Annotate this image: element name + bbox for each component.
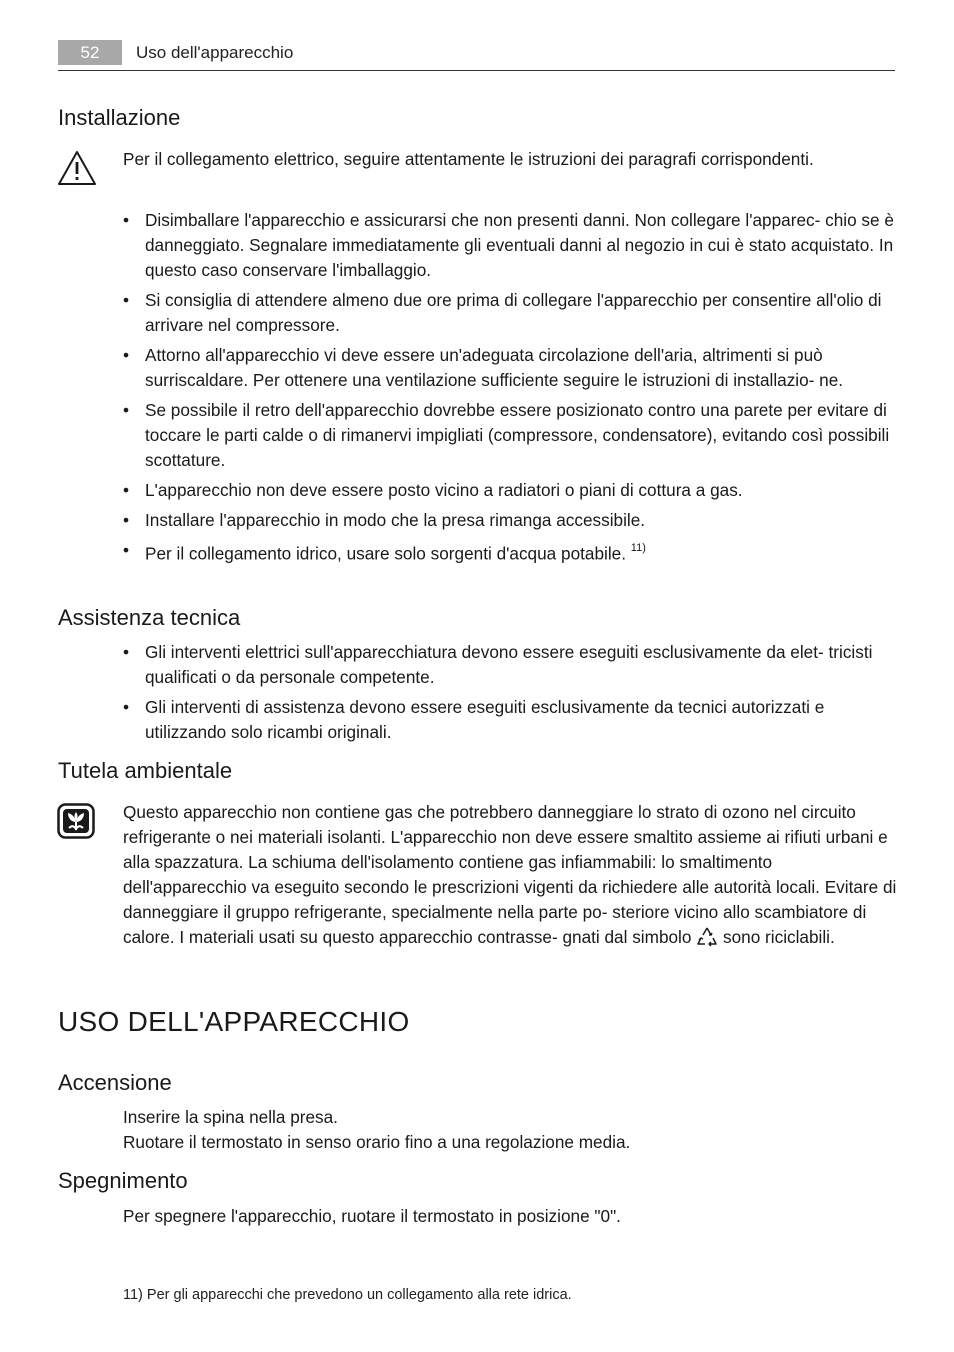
spegnimento-heading: Spegnimento bbox=[58, 1168, 188, 1193]
list-item: • Gli interventi di assistenza devono essere eseguiti esclusivamente da tecnici autorizzati e utilizzando solo ricambi originali. bbox=[123, 697, 825, 742]
installazione-heading: Installazione bbox=[58, 105, 181, 130]
spegnimento-text: Per spegnere l'apparecchio, ruotare il termostato in posizione "0". bbox=[123, 1206, 621, 1226]
list-item: • Per il collegamento idrico, usare solo sorgenti d'acqua potabile. $^{11)}$ bbox=[123, 540, 646, 564]
warning-text: Per il collegamento elettrico, seguire attentamente le istruzioni dei paragrafi corrispondenti. bbox=[123, 149, 814, 169]
assistenza-list bbox=[123, 640, 898, 750]
list-item: • Gli interventi elettrici sull'apparecchiatura devono essere eseguiti esclusivamente da elet- tricisti qualificati o da personale competente. bbox=[123, 642, 873, 687]
footnote: 11) Per gli apparecchi che prevedono un collegamento alla rete idrica. bbox=[123, 1287, 572, 1303]
list-item: • Installare l'apparecchio in modo che la presa rimanga accessibile. bbox=[123, 510, 646, 530]
tutela-heading: Tutela ambientale bbox=[58, 758, 233, 783]
tutela-text: Questo apparecchio non contiene gas che potrebbero danneggiare lo strato di ozono nel circuito refrigerante o nei materiali isolanti. L'apparecchio non deve essere smaltito assieme ai rifiuti urbani e alla spazzatura. La schiuma dell'isolamento contiene gas infiammabili: lo smaltimento dell'apparecchio va eseguito secondo le prescrizioni vigenti da richiedere alle autorità locali. Evitare di danneggiare il gruppo refrigerante, specialmente nella parte po- steriore vicino allo scambiatore di calore. I materiali usati su questo apparecchio contrasse- gnati dal simbolo sono riciclabili. bbox=[123, 802, 897, 947]
warning-triangle-icon bbox=[57, 150, 97, 186]
recycle-icon bbox=[696, 926, 718, 948]
accensione-line-2: Ruotare il termostato in senso orario fino a una regolazione media. bbox=[123, 1132, 631, 1152]
page-header bbox=[58, 40, 895, 71]
installazione-list bbox=[123, 208, 898, 572]
running-title: Uso dell'apparecchio bbox=[136, 43, 294, 62]
list-item: • Se possibile il retro dell'apparecchio dovrebbe essere posizionato contro una parete per evitare di toccare le parti calde o di rimanervi impigliati (compressore, condensatore), evitando così possibili scottature. bbox=[123, 400, 890, 470]
assistenza-heading: Assistenza tecnica bbox=[58, 605, 241, 630]
environment-flower-icon bbox=[57, 803, 95, 839]
list-item: • L'apparecchio non deve essere posto vicino a radiatori o piani di cottura a gas. bbox=[123, 480, 743, 500]
accensione-line-1: Inserire la spina nella presa. bbox=[123, 1107, 338, 1127]
list-item: • Disimballare l'apparecchio e assicurarsi che non presenti danni. Non collegare l'apparec- chio se è danneggiato. Segnalare immediatamente gli eventuali danni al negozio in cui è stato acquistato. In questo caso conservare l'imballaggio. bbox=[123, 210, 894, 280]
list-item: • Attorno all'apparecchio vi deve essere un'adeguata circolazione dell'aria, altrimenti si può surriscaldare. Per ottenere una ventilazione sufficiente seguire le istruzioni di installazio- ne. bbox=[123, 345, 844, 390]
footnote-ref: 11) bbox=[630, 542, 646, 554]
section-title: USO DELL'APPARECCHIO bbox=[58, 1006, 410, 1037]
list-item: • Si consiglia di attendere almeno due ore prima di collegare l'apparecchio per consentire all'olio di arrivare nel compressore. bbox=[123, 290, 882, 335]
accensione-heading: Accensione bbox=[58, 1070, 172, 1095]
page-number: 52 bbox=[58, 40, 122, 65]
